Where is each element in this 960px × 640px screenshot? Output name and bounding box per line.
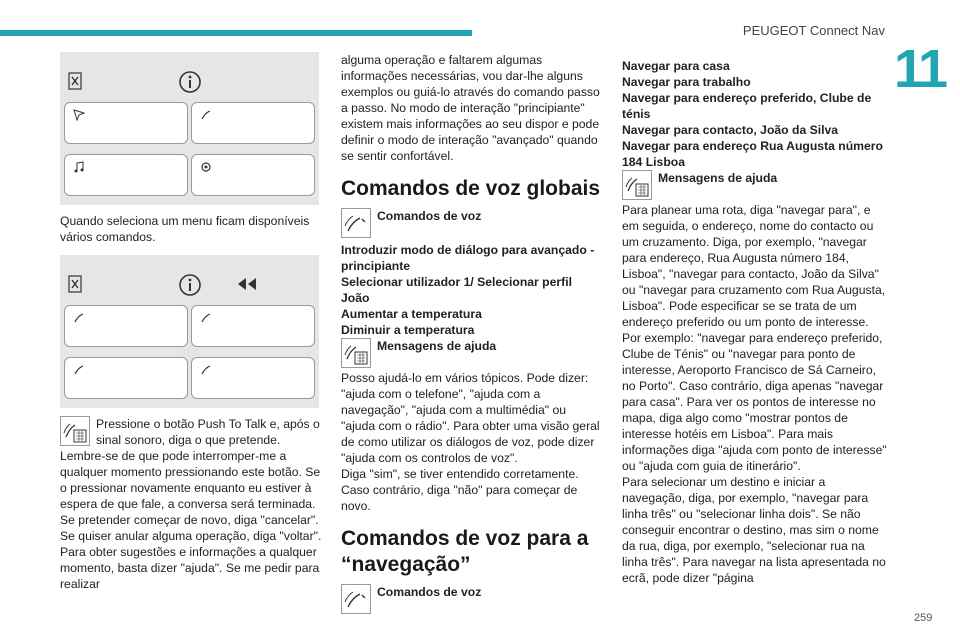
command-item: Navegar para casa: [622, 59, 730, 73]
menu-tile-media[interactable]: [64, 154, 188, 196]
help-text-2: Para selecionar um destino e iniciar a navegação, diga, por exemplo, "navegar para linha três" ou "selecionar linha dois". Se não conseguir encontrar o destino, mas sim o nome da rua, diga, por exemplo, "selecionar rua na linha três". Para navegar na lista apresentada no ecrã, pode dizer "página: [622, 475, 886, 585]
voice-icon: [200, 364, 212, 376]
voice-icon: [341, 208, 371, 238]
command-item: Navegar para endereço Rua Augusta número 184 Lisboa: [622, 139, 883, 169]
command-item: Navegar para endereço preferido, Clube de ténis: [622, 91, 872, 121]
header-bar: [0, 30, 472, 36]
heading-global-commands: Comandos de voz globais: [341, 177, 601, 200]
voice-icon: [200, 312, 212, 324]
ptt-lead: Pressione o botão Push To Talk e, após o sinal sonoro, diga o que pretende.: [96, 417, 320, 447]
menu-tile-navigation[interactable]: [64, 102, 188, 144]
page-number: 259: [914, 612, 933, 624]
command-item: Selecionar utilizador 1/ Selecionar perfil João: [341, 275, 572, 305]
heading-nav-commands: Comandos de voz para a “navegação”: [341, 527, 589, 576]
close-icon: [68, 275, 82, 293]
info-icon: [178, 273, 202, 297]
voice-menu-screen-1: [60, 52, 319, 205]
panel-caption: Quando seleciona um menu ficam disponíveis vários comandos.: [60, 214, 310, 244]
info-icon: [178, 70, 202, 94]
help-label: Mensagens de ajuda: [377, 339, 497, 353]
command-item: Navegar para contacto, João da Silva: [622, 123, 839, 137]
menu-tile-2[interactable]: [191, 305, 315, 347]
voice-icon: [200, 109, 212, 121]
help-text: Para planear uma rota, diga "navegar para", e em seguida, o endereço, nome do contacto ou um cruzamento. Diga, por exemplo, "navegar para endereço, Rua Augusta número 184, Lisboa", "navegar para contacto, João da Silva" ou "navegar para cruzamento com Rua Augusta, Lisboa". Pode especificar se se trata de um endereço preferido ou um ponto de interesse. Por exemplo: "navegar para endereço preferido, Clube de Ténis" ou "navegar para ponto de interesse, Aeroporto Francisco de Sá Carneiro, no Porto". Caso contrário, diga apenas "navegar para casa". Para ver os pontos de interesse no mapa, diga algo como "mostrar pontos de interesse hotéis em Lisboa". Para mais informações diga "ajuda com ponto de interesse" ou "ajuda com guia de itinerário".: [622, 203, 887, 473]
menu-tile-settings[interactable]: [191, 154, 315, 196]
voice-menu-screen-2: [60, 255, 319, 408]
music-icon: [73, 161, 85, 173]
voice-icon: [341, 584, 371, 614]
column-1: [60, 52, 322, 592]
navigation-icon: [73, 109, 85, 121]
help-messages-header: [622, 170, 887, 200]
command-item: Diminuir a temperatura: [341, 323, 475, 337]
ptt-body: Lembre-se de que pode interromper-me a qualquer momento pressionando este botão. Se o pressionar novamente enquanto eu estiver à espera de que fale, a conversa será terminada. Se pretender começar de novo, diga "cancelar". Se quiser anular alguma operação, diga "voltar". Para obter sugestões e informações a qualquer momento, basta dizer "ajuda". Se me pedir para realizar: [60, 449, 322, 591]
menu-tile-1[interactable]: [64, 305, 188, 347]
help-label: Mensagens de ajuda: [658, 171, 778, 185]
chapter-number: 11: [894, 39, 946, 99]
voice-commands-header-2: [341, 584, 603, 614]
menu-tile-voice[interactable]: [191, 102, 315, 144]
column-3: [622, 52, 887, 586]
column-2: [341, 52, 603, 614]
command-item: Aumentar a temperatura: [341, 307, 482, 321]
help-text-2: Diga "sim", se tiver entendido corretamente. Caso contrário, diga "não" para começar de novo.: [341, 467, 579, 513]
command-item: Introduzir modo de diálogo para avançado - principiante: [341, 243, 595, 273]
menu-tile-4[interactable]: [191, 357, 315, 399]
menu-tile-3[interactable]: [64, 357, 188, 399]
close-icon: [68, 72, 82, 90]
rewind-icon: [236, 277, 258, 291]
help-icon: [341, 338, 371, 368]
push-to-talk-icon: [60, 416, 90, 446]
nav-commands-list: [622, 58, 887, 170]
voice-commands-label: Comandos de voz: [377, 585, 482, 599]
gear-icon: [200, 161, 212, 173]
ptt-instructions: [60, 416, 322, 592]
voice-commands-label: Comandos de voz: [377, 209, 482, 223]
global-commands-list: [341, 242, 603, 338]
intro-text: alguma operação e faltarem algumas informações necessárias, vou dar-lhe alguns exemplos ou guiá-lo através do comando passo a passo. No modo de interação "principiante" existem mais informações ao seu dispor e pode definir o modo de interação "avançado" quando se sentir confortável.: [341, 53, 600, 163]
voice-commands-header: [341, 208, 603, 238]
command-item: Navegar para trabalho: [622, 75, 751, 89]
voice-icon: [73, 364, 85, 376]
help-messages-header: [341, 338, 603, 368]
voice-icon: [73, 312, 85, 324]
help-text: Posso ajudá-lo em vários tópicos. Pode dizer: "ajuda com o telefone", "ajuda com a navegação", "ajuda com a multimédia" ou "ajuda com o rádio". Para obter uma visão geral de como utilizar os diálogos de voz, pode dizer "ajuda com os controlos de voz".: [341, 371, 600, 465]
help-icon: [622, 170, 652, 200]
brand-title: PEUGEOT Connect Nav: [742, 23, 885, 38]
